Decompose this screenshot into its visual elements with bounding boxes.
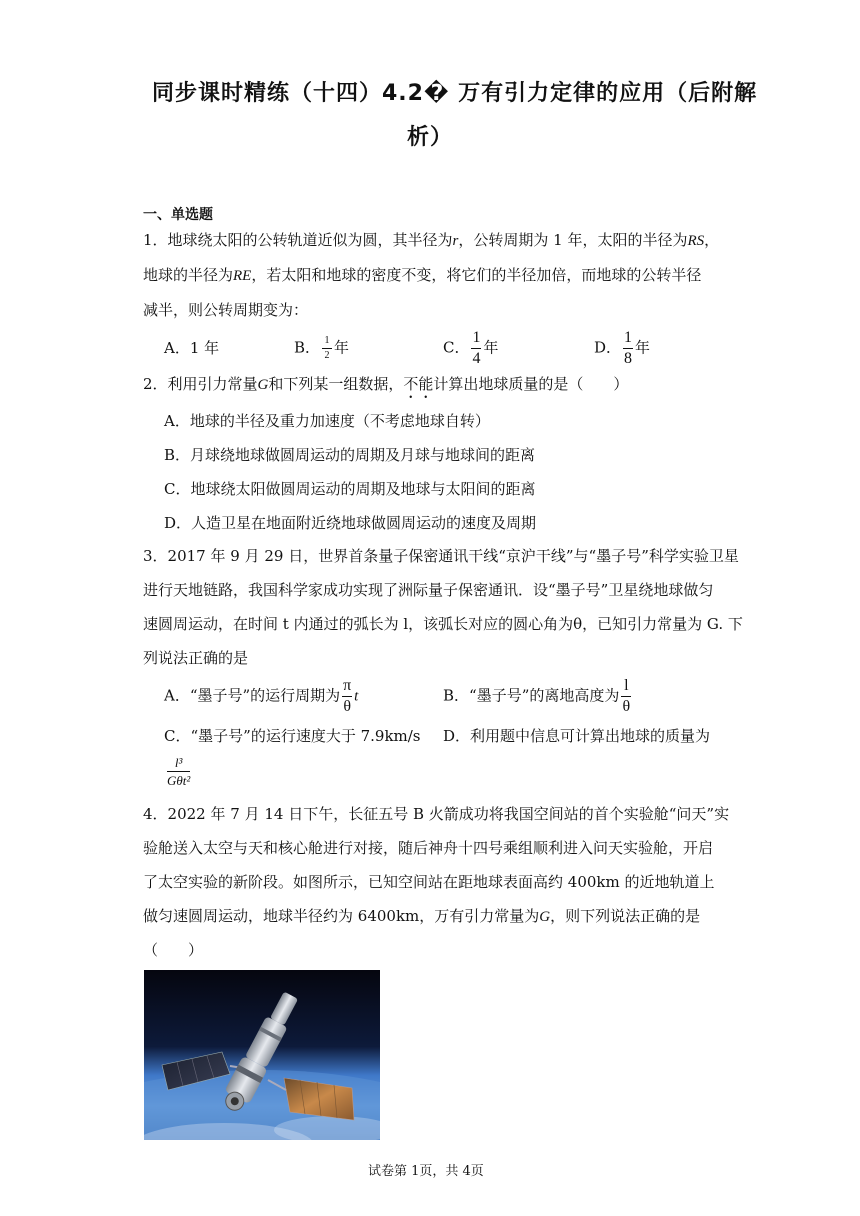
q1-text: ，	[704, 231, 720, 249]
q4-line3: 了太空实验的新阶段。如图所示，已知空间站在距地球表面高约 400km 的近地轨道上	[143, 873, 715, 891]
q1-var-rs: RS	[687, 233, 705, 249]
numerator: π	[343, 677, 352, 694]
q3-option-d-formula	[165, 756, 192, 787]
q1-var-re: RE	[233, 268, 252, 284]
q3-option-c: C．“墨子号”的运行速度大于 7.9km/s	[164, 727, 421, 745]
q2-emphasis: 不能	[403, 375, 434, 393]
q3-option-b	[443, 678, 633, 715]
space-station-image	[144, 970, 380, 1140]
fraction	[623, 330, 633, 367]
q1-var-r: r	[452, 233, 459, 249]
q2-option-a: A．地球的半径及重力加速度（不考虑地球自转）	[164, 412, 490, 430]
denominator: 2	[324, 350, 330, 361]
page-title-line1: 同步课时精练（十四）4.2� 万有引力定律的应用（后附解	[152, 81, 758, 106]
q2-stem	[143, 374, 628, 402]
q1-line3: 减半，则公转周期变为：	[143, 301, 309, 319]
fraction	[342, 678, 352, 715]
q2-option-c: C．地球绕太阳做圆周运动的周期及地球与太阳间的距离	[164, 480, 536, 498]
denominator: θ	[343, 698, 351, 715]
numerator: 1	[624, 329, 633, 346]
denominator: 8	[624, 350, 633, 367]
unit: 年	[334, 338, 350, 357]
fraction-bar	[167, 771, 190, 772]
q1-text: ，若太阳和地球的密度不变，将它们的半径加倍，而地球的公转半径	[251, 266, 702, 284]
fraction-bar	[342, 696, 352, 697]
q4-line4	[143, 906, 700, 927]
q1-line2	[143, 265, 701, 286]
fraction	[621, 678, 631, 715]
fraction	[167, 756, 190, 787]
numerator: l³	[174, 755, 183, 770]
var-t: t	[354, 688, 359, 705]
q2-option-b: B．月球绕地球做圆周运动的周期及月球与地球间的距离	[164, 446, 536, 464]
option-label: B．	[294, 338, 321, 357]
q4-line2: 验舱送入太空与天和核心舱进行对接，随后神舟十四号乘组顺利进入问天实验舱，开启	[143, 839, 714, 857]
q4-line1: 4．2022 年 7 月 14 日下午，长征五号 B 火箭成功将我国空间站的首个实验舱“问天”实	[143, 805, 730, 823]
denominator: Gθt²	[167, 773, 191, 788]
fraction	[471, 330, 481, 367]
fraction-bar	[621, 696, 631, 697]
q1-text: 地球的半径为	[143, 266, 234, 284]
q1-line1	[143, 230, 719, 251]
q4-text: 做匀速圆周运动，地球半径约为 6400km，万有引力常量为	[143, 907, 540, 925]
numerator: 1	[472, 329, 481, 346]
option-label: C．	[443, 338, 470, 357]
unit: 年	[483, 338, 499, 357]
q4-line5: （ ）	[143, 941, 204, 959]
q2-text: 2．利用引力常量	[143, 375, 258, 393]
q2-option-d: D．人造卫星在地面附近绕地球做圆周运动的速度及周期	[164, 514, 537, 532]
q1-option-d	[594, 330, 650, 367]
fraction-bar	[623, 348, 633, 349]
q2-var-g: G	[257, 377, 269, 393]
fraction	[322, 336, 332, 361]
page-footer: 试卷第 1页，共 4页	[368, 1164, 484, 1179]
q3-line2: 进行天地链路，我国科学家成功实现了洲际量子保密通讯．设“墨子号”卫星绕地球做匀	[143, 581, 714, 599]
section-heading: 一、单选题	[143, 207, 213, 223]
option-text: B．“墨子号”的离地高度为	[443, 686, 620, 705]
q1-option-a: A．1 年	[164, 339, 220, 357]
fraction-bar	[322, 348, 332, 349]
option-label: D．	[594, 338, 622, 357]
q3-line3: 速圆周运动，在时间 t 内通过的弧长为 l，该弧长对应的圆心角为θ，已知引力常量为 G. 下	[143, 615, 743, 633]
q1-option-b	[294, 336, 349, 361]
denominator: θ	[622, 698, 631, 715]
option-text: A．“墨子号”的运行周期为	[164, 686, 341, 705]
q4-var-g: G	[539, 909, 551, 925]
q3-line4: 列说法正确的是	[143, 649, 249, 667]
q2-text: 计算出地球质量的是（ ）	[433, 375, 629, 393]
denominator: 4	[472, 350, 481, 367]
q2-text: 和下列某一组数据，	[268, 375, 404, 393]
page-title-line2: 析）	[407, 125, 454, 150]
q1-text: 1．地球绕太阳的公转轨道近似为圆，其半径为	[143, 231, 453, 249]
q3-option-d: D．利用题中信息可计算出地球的质量为	[443, 727, 711, 745]
q4-text: ，则下列说法正确的是	[550, 907, 701, 925]
numerator: l	[624, 677, 629, 694]
unit: 年	[635, 338, 651, 357]
q3-option-a	[164, 678, 358, 715]
space-station-illustration	[144, 970, 380, 1140]
numerator: 1	[324, 335, 330, 346]
q1-option-c	[443, 330, 499, 367]
fraction-bar	[471, 348, 481, 349]
q1-text: ，公转周期为 1 年，太阳的半径为	[458, 231, 688, 249]
q3-line1: 3．2017 年 9 月 29 日，世界首条量子保密通讯干线“京沪干线”与“墨子号”科学实验卫星	[143, 547, 739, 565]
